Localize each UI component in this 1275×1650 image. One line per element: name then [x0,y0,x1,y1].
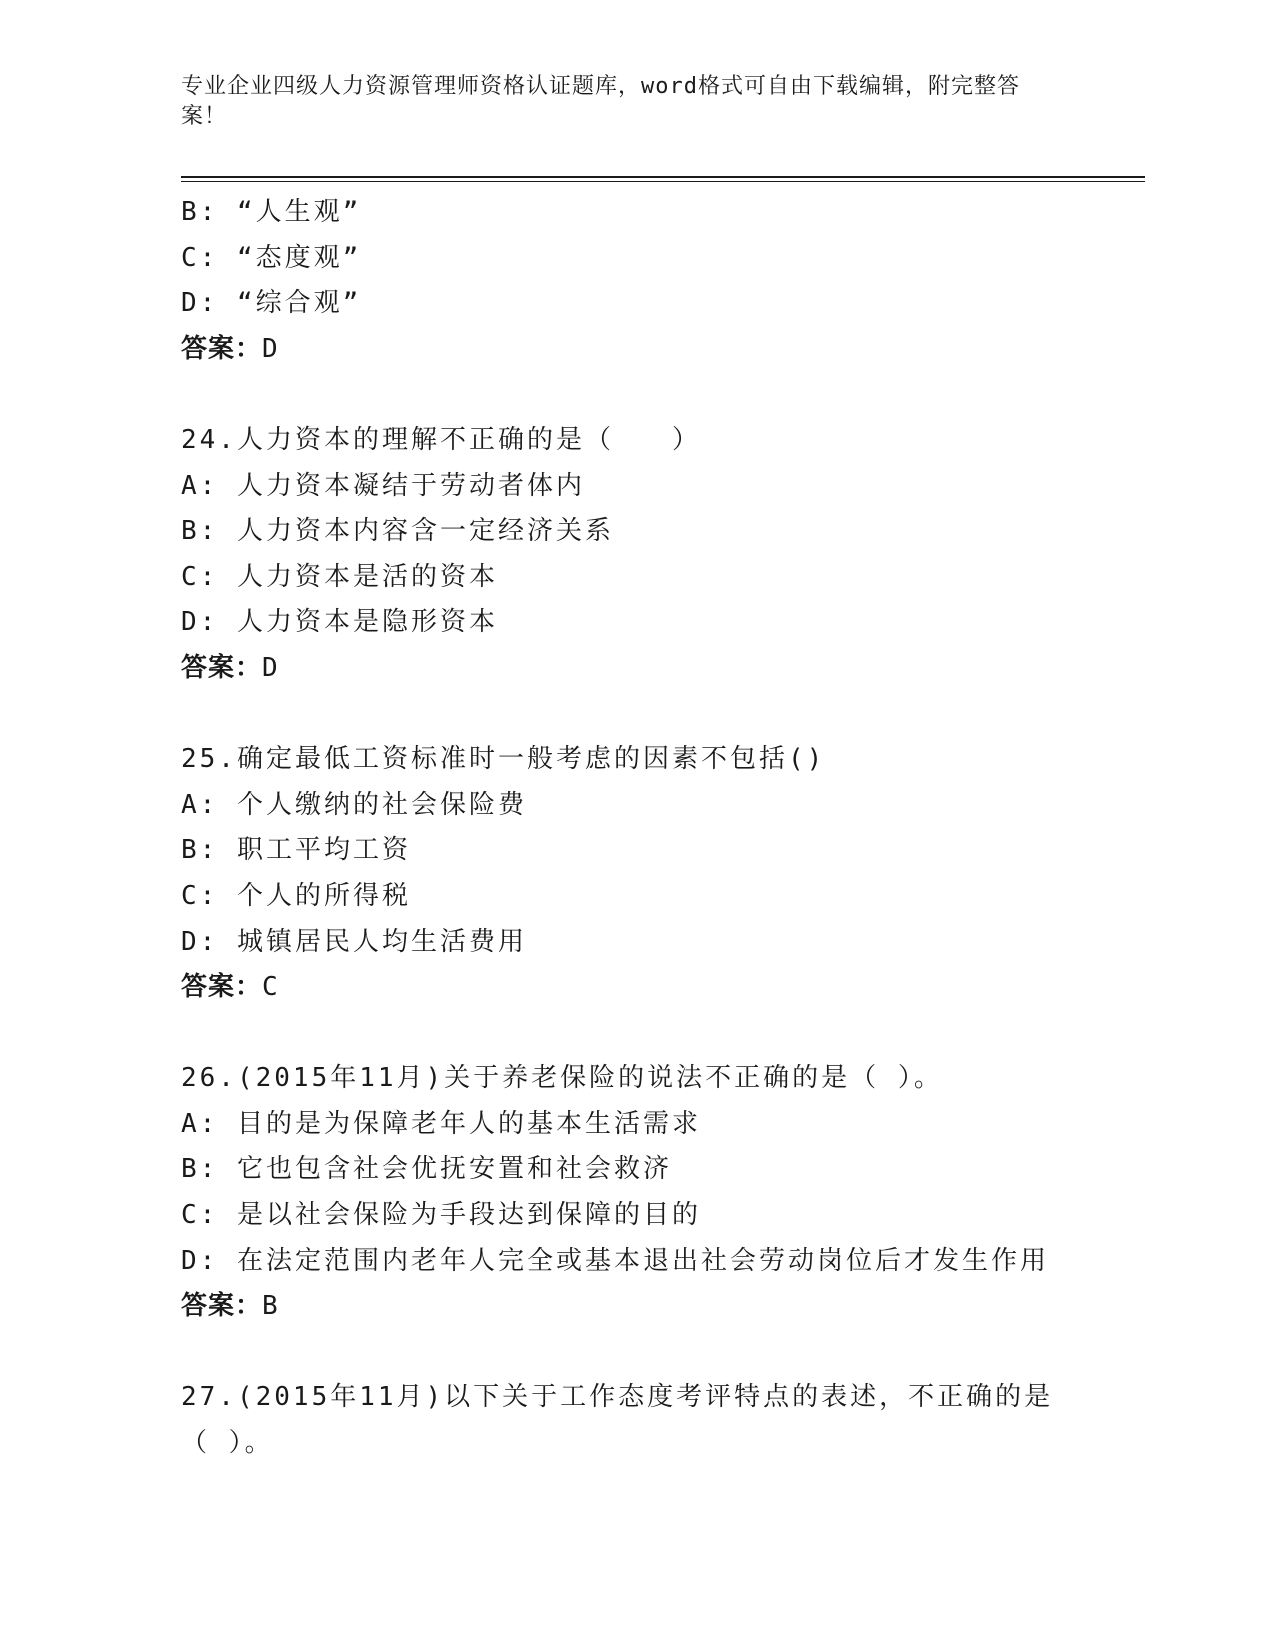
option-text: 人力资本内容含一定经济关系 [236,516,614,547]
option-text: 目的是为保障老年人的基本生活需求 [236,1108,701,1139]
option-c [181,1193,1081,1239]
header-rule-thin [181,181,1145,182]
option-d [181,600,1081,646]
option-a [181,464,1081,510]
option-text: “态度观” [236,242,362,273]
option-text: 它也包含社会优抚安置和社会救济 [236,1154,672,1185]
option-label: A: [181,470,219,501]
option-label: B: [181,835,219,866]
option-text: 个人缴纳的社会保险费 [236,789,527,820]
question-stem: 26.(2015年11月)关于养老保险的说法不正确的是（ ）。 [181,1063,943,1094]
option-b [181,190,1081,236]
question-stem: 24.人力资本的理解不正确的是（ ） [181,424,701,455]
answer-line [181,1284,1081,1330]
option-b [181,509,1081,555]
option-label: A: [181,789,219,820]
option-label: A: [181,1108,219,1139]
option-label: D: [181,607,219,638]
answer-line [181,965,1081,1011]
page-header [181,72,1061,132]
spacer [181,1011,1081,1057]
answer-label: 答案： [181,972,263,1003]
option-text: “综合观” [236,288,362,319]
answer-label: 答案： [181,652,263,683]
question-stem: 27.(2015年11月)以下关于工作态度考评特点的表述，不正确的是（ ）。 [181,1382,1054,1459]
option-d [181,920,1081,966]
option-text: 人力资本凝结于劳动者体内 [236,470,585,501]
option-text: 个人的所得税 [236,880,411,911]
option-text: 是以社会保险为手段达到保障的目的 [236,1200,701,1231]
answer-value: C [262,972,279,1003]
option-text: 城镇居民人均生活费用 [236,926,527,957]
answer-label: 答案： [181,1291,263,1322]
spacer [181,1330,1081,1376]
option-text: 在法定范围内老年人完全或基本退出社会劳动岗位后才发生作用 [236,1245,1049,1276]
option-label: B: [181,516,219,547]
option-c [181,874,1081,920]
question-list [181,190,1081,1467]
spacer [181,372,1081,418]
option-text: “人生观” [236,197,362,227]
option-label: B: [181,197,219,227]
option-label: C: [181,880,219,911]
option-text: 职工平均工资 [236,835,411,866]
option-a [181,783,1081,829]
option-label: B: [181,1154,219,1185]
answer-value: B [262,1291,279,1322]
spacer [181,692,1081,738]
header-text: 专业企业四级人力资源管理师资格认证题库，word格式可自由下载编辑，附完整答案！ [181,74,1020,129]
answer-value: D [262,333,279,364]
question-stem: 25.确定最低工资标准时一般考虑的因素不包括() [181,744,826,775]
answer-label: 答案： [181,333,263,364]
option-label: D: [181,926,219,957]
answer-value: D [262,652,279,683]
option-text: 人力资本是隐形资本 [236,607,498,638]
option-d [181,1239,1081,1285]
option-label: C: [181,242,219,273]
header-rule-thick [181,176,1145,178]
option-a [181,1102,1081,1148]
option-b [181,1147,1081,1193]
answer-line [181,646,1081,692]
option-label: D: [181,288,219,319]
answer-line [181,327,1081,373]
option-label: C: [181,561,219,592]
option-c [181,555,1081,601]
option-label: C: [181,1200,219,1231]
option-c [181,236,1081,282]
option-label: D: [181,1245,219,1276]
option-text: 人力资本是活的资本 [236,561,498,592]
option-d [181,281,1081,327]
option-b [181,828,1081,874]
